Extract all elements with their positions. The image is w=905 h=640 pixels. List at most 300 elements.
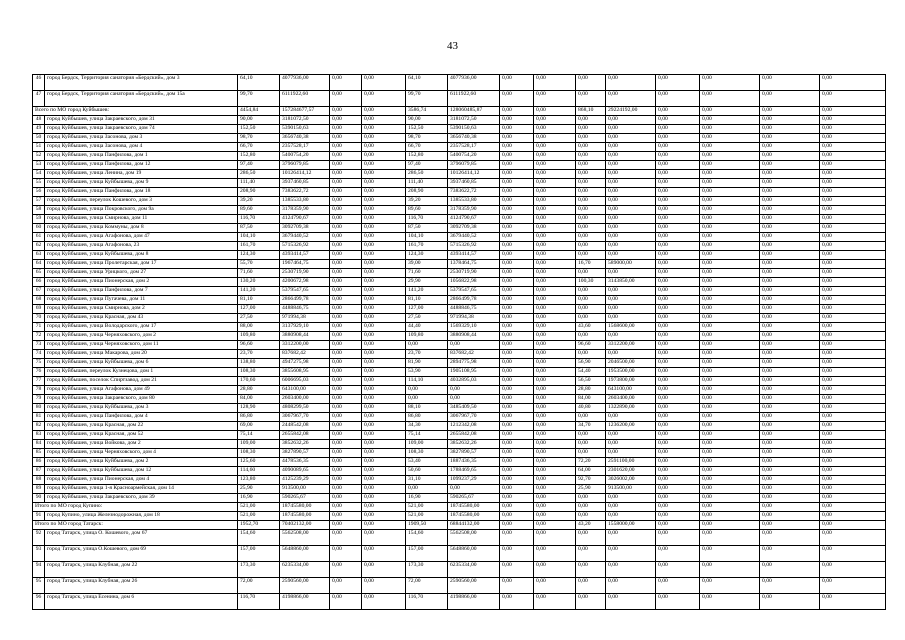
table-cell: 0,00 [700, 413, 760, 422]
address-cell: город Куйбышев, улица 1-я Красноармейская, дом 14 [45, 485, 238, 494]
table-cell: 0,00 [820, 503, 886, 512]
table-cell: 0,00 [820, 260, 886, 269]
table-cell: 0,00 [500, 242, 534, 251]
table-cell: 39,20 [406, 197, 448, 206]
address-cell: город Куйбышев, улица Куйбышева, дом 9 [45, 179, 238, 188]
table-cell: 0,00 [820, 332, 886, 341]
table-cell: 1056822,98 [448, 278, 500, 287]
table-row [33, 242, 886, 251]
table-cell: 0,00 [576, 233, 606, 242]
address-cell: город Татарск, улица Клубная, дом 26 [45, 578, 238, 594]
table-cell: 1322890,00 [606, 404, 656, 413]
table-cell: 173,30 [238, 562, 280, 578]
table-cell: 25,90 [238, 485, 280, 494]
table-cell: 0,00 [700, 562, 760, 578]
table-cell: 0,00 [500, 521, 534, 530]
table-cell: 1973800,00 [606, 377, 656, 386]
table-cell: 0,00 [820, 206, 886, 215]
table-cell: 0,00 [700, 332, 760, 341]
table-row [33, 188, 886, 197]
table-cell: 0,00 [820, 359, 886, 368]
table-cell: 3181072,50 [280, 116, 330, 125]
row-number: 58 [33, 206, 45, 215]
table-cell: 0,00 [534, 323, 576, 332]
table-cell: 0,00 [820, 215, 886, 224]
table-cell: 0,00 [656, 224, 700, 233]
table-cell: 0,00 [760, 494, 820, 503]
row-number: 47 [33, 91, 45, 107]
table-cell: 5400754,20 [448, 152, 500, 161]
table-cell: 161,70 [406, 242, 448, 251]
table-cell: 92,70 [576, 476, 606, 485]
table-cell: 0,00 [362, 413, 406, 422]
table-cell: 0,00 [330, 269, 362, 278]
table-cell: 66,70 [238, 143, 280, 152]
table-cell: 0,00 [534, 260, 576, 269]
table-cell: 0,00 [656, 521, 700, 530]
table-cell: 0,00 [606, 242, 656, 251]
table-cell: 6111922,60 [448, 91, 500, 107]
table-cell: 0,00 [700, 233, 760, 242]
row-number: 59 [33, 215, 45, 224]
table-cell: 0,00 [656, 578, 700, 594]
table-cell: 0,00 [500, 134, 534, 143]
table-cell: 0,00 [330, 233, 362, 242]
table-cell: 0,00 [760, 341, 820, 350]
table-cell: 0,00 [406, 395, 448, 404]
table-cell: 0,00 [576, 449, 606, 458]
row-number: 73 [33, 341, 45, 350]
table-cell: 0,00 [606, 206, 656, 215]
table-cell: 0,00 [330, 323, 362, 332]
table-row [33, 359, 886, 368]
table-cell: 0,00 [820, 546, 886, 562]
table-cell: 43,20 [576, 521, 606, 530]
table-cell: 6006695,03 [280, 377, 330, 386]
table-cell: 0,00 [606, 440, 656, 449]
table-cell: 0,00 [576, 161, 606, 170]
table-cell: 0,00 [500, 314, 534, 323]
table-cell: 0,00 [656, 296, 700, 305]
table-cell: 0,00 [576, 350, 606, 359]
table-cell: 0,00 [500, 359, 534, 368]
table-cell: 0,00 [700, 422, 760, 431]
table-cell: 0,00 [362, 476, 406, 485]
table-cell: 0,00 [576, 332, 606, 341]
table-cell: 1099237,29 [448, 476, 500, 485]
table-cell: 0,00 [500, 458, 534, 467]
table-cell: 0,00 [700, 350, 760, 359]
table-cell: 0,00 [362, 215, 406, 224]
table-row [33, 170, 886, 179]
table-cell: 0,00 [330, 188, 362, 197]
table-cell: 0,00 [362, 332, 406, 341]
table-cell: 0,00 [656, 467, 700, 476]
table-cell: 0,00 [656, 260, 700, 269]
table-cell: 0,00 [656, 107, 700, 116]
table-cell: 71,60 [238, 269, 280, 278]
table-cell: 0,00 [576, 134, 606, 143]
table-cell: 97,40 [406, 161, 448, 170]
table-cell: 0,00 [760, 458, 820, 467]
table-cell: 3178359,90 [448, 206, 500, 215]
table-cell: 0,00 [760, 578, 820, 594]
row-number: 75 [33, 359, 45, 368]
table-cell: 0,00 [362, 107, 406, 116]
table-row [33, 233, 886, 242]
table-cell: 3181072,50 [448, 116, 500, 125]
table-cell: 0,00 [820, 314, 886, 323]
table-cell: 0,00 [700, 440, 760, 449]
table-cell: 114,60 [238, 467, 280, 476]
address-cell: город Куйбышев, переулок Кошевого, дом 3 [45, 197, 238, 206]
address-cell: город Куйбышев, улица Черняховского, дом 11 [45, 341, 238, 350]
table-cell: 56,50 [576, 377, 606, 386]
table-cell: 589000,00 [606, 260, 656, 269]
table-cell: 72,00 [238, 578, 280, 594]
table-cell: 0,00 [760, 332, 820, 341]
table-cell: 0,00 [576, 251, 606, 260]
table-cell: 0,00 [820, 521, 886, 530]
table-cell: 3026002,00 [606, 476, 656, 485]
table-cell: 4198866,00 [448, 594, 500, 610]
row-number: 49 [33, 125, 45, 134]
address-cell: город Куйбышев, улица Пионерская, дом 2 [45, 278, 238, 287]
table-cell: 2655842,08 [448, 431, 500, 440]
table-row [33, 422, 886, 431]
table-cell: 0,00 [330, 224, 362, 233]
table-cell: 0,00 [700, 467, 760, 476]
table-cell: 0,00 [576, 143, 606, 152]
table-cell: 0,00 [700, 91, 760, 107]
row-number: 87 [33, 467, 45, 476]
table-cell: 0,00 [820, 530, 886, 546]
table-cell: 0,00 [362, 503, 406, 512]
table-cell: 0,00 [534, 197, 576, 206]
table-cell: 0,00 [576, 206, 606, 215]
row-number: 52 [33, 152, 45, 161]
table-cell: 0,00 [576, 116, 606, 125]
table-cell: 0,00 [760, 359, 820, 368]
table-cell: 0,00 [362, 197, 406, 206]
table-cell: 3937460,85 [448, 179, 500, 188]
table-cell: 0,00 [760, 422, 820, 431]
table-cell: 0,00 [534, 143, 576, 152]
table-cell: 0,00 [656, 458, 700, 467]
table-row [33, 332, 886, 341]
table-cell: 0,00 [760, 350, 820, 359]
row-number: 70 [33, 314, 45, 323]
table-cell: 0,00 [700, 395, 760, 404]
table-cell: 0,00 [330, 287, 362, 296]
table-cell: 90,00 [406, 116, 448, 125]
table-cell: 0,00 [760, 224, 820, 233]
address-cell: город Куйбышев, улица Агафонова, 23 [45, 242, 238, 251]
table-cell: 43,60 [576, 323, 606, 332]
row-number: 65 [33, 269, 45, 278]
row-number: 88 [33, 476, 45, 485]
table-cell: 34,30 [406, 422, 448, 431]
table-cell: 0,00 [700, 125, 760, 134]
table-cell: 0,00 [656, 503, 700, 512]
table-row [33, 251, 886, 260]
table-cell: 913500,00 [280, 485, 330, 494]
table-cell: 0,00 [500, 512, 534, 521]
table-cell: 0,00 [500, 413, 534, 422]
table-cell: 0,00 [534, 377, 576, 386]
row-number: 72 [33, 332, 45, 341]
address-cell: город Куйбышев, улица Черняховского, дом 2 [45, 332, 238, 341]
table-cell: 0,00 [362, 530, 406, 546]
table-cell: 0,00 [534, 341, 576, 350]
table-cell: 0,00 [534, 161, 576, 170]
table-row [33, 440, 886, 449]
table-cell: 0,00 [500, 449, 534, 458]
table-cell: 0,00 [330, 332, 362, 341]
table-cell: 286,50 [406, 170, 448, 179]
table-cell: 0,00 [534, 242, 576, 251]
table-row [33, 296, 886, 305]
table-cell: 0,00 [820, 278, 886, 287]
table-cell: 0,00 [656, 125, 700, 134]
table-cell: 0,00 [500, 251, 534, 260]
table-cell: 84,00 [576, 395, 606, 404]
table-cell: 0,00 [820, 75, 886, 91]
table-cell: 3880908,44 [448, 332, 500, 341]
table-cell: 0,00 [576, 269, 606, 278]
table-cell: 10126414,12 [448, 170, 500, 179]
table-cell: 0,00 [820, 404, 886, 413]
table-cell: 0,00 [534, 404, 576, 413]
table-cell: 98,70 [406, 134, 448, 143]
table-cell: 23,70 [406, 350, 448, 359]
table-cell: 127,00 [238, 305, 280, 314]
table-cell: 130,20 [238, 278, 280, 287]
table-cell: 3937460,85 [280, 179, 330, 188]
table-cell: 3178359,90 [280, 206, 330, 215]
table-cell: 0,00 [576, 546, 606, 562]
table-cell: 0,00 [362, 287, 406, 296]
table-row [33, 215, 886, 224]
table-cell: 87,50 [406, 224, 448, 233]
table-cell: 0,00 [760, 161, 820, 170]
row-number: 51 [33, 143, 45, 152]
table-cell: 0,00 [406, 341, 448, 350]
table-cell: 0,00 [448, 395, 500, 404]
table-cell: 0,00 [760, 278, 820, 287]
table-cell: 31,10 [406, 476, 448, 485]
table-cell: 0,00 [700, 431, 760, 440]
table-cell: 0,00 [576, 91, 606, 107]
table-cell: 0,00 [700, 323, 760, 332]
table-cell: 0,00 [656, 332, 700, 341]
table-cell: 6111922,60 [280, 91, 330, 107]
table-cell: 0,00 [700, 594, 760, 610]
table-cell: 2655842,08 [280, 431, 330, 440]
table-cell: 0,00 [760, 413, 820, 422]
address-cell: город Куйбышев, улица Панфилова, дом 12 [45, 161, 238, 170]
table-cell: 7383622,72 [280, 188, 330, 197]
table-cell: 86,80 [238, 413, 280, 422]
table-cell: 5390150,63 [280, 125, 330, 134]
table-cell: 68844132,00 [448, 521, 500, 530]
table-cell: 0,00 [330, 125, 362, 134]
table-cell: 0,00 [534, 368, 576, 377]
table-cell: 4393414,57 [448, 251, 500, 260]
table-cell: 0,00 [500, 494, 534, 503]
table-cell: 0,00 [330, 134, 362, 143]
table-cell: 0,00 [534, 521, 576, 530]
table-cell: 0,00 [760, 134, 820, 143]
table-cell: 0,00 [820, 197, 886, 206]
table-cell: 157284677,57 [280, 107, 330, 116]
table-cell: 18745580,00 [448, 503, 500, 512]
table-cell: 124,30 [238, 251, 280, 260]
table-cell: 0,00 [500, 503, 534, 512]
table-row [33, 75, 886, 91]
table-row [33, 404, 886, 413]
table-cell: 0,00 [500, 305, 534, 314]
table-cell: 6235334,00 [448, 562, 500, 578]
address-cell: город Бердск, Территория санатория «Бердский», дом 3 [45, 75, 238, 91]
table-cell: 4077936,00 [448, 75, 500, 91]
table-cell: 0,00 [700, 278, 760, 287]
table-cell: 0,00 [760, 287, 820, 296]
table-cell: 0,00 [534, 75, 576, 91]
table-cell: 0,00 [820, 377, 886, 386]
address-cell: город Куйбышев, улица Панфилова, дом 4 [45, 413, 238, 422]
table-cell: 0,00 [534, 287, 576, 296]
table-cell: 5715326,92 [448, 242, 500, 251]
table-cell: 0,00 [534, 431, 576, 440]
table-cell: 2301620,00 [606, 467, 656, 476]
table-cell: 0,00 [760, 594, 820, 610]
table-row [33, 341, 886, 350]
table-cell: 0,00 [820, 341, 886, 350]
table-cell: 0,00 [700, 521, 760, 530]
table-cell: 0,00 [576, 431, 606, 440]
table-cell: 1887436,35 [448, 458, 500, 467]
table-cell: 152,50 [238, 125, 280, 134]
table-cell: 0,00 [534, 578, 576, 594]
table-cell: 0,00 [330, 179, 362, 188]
row-number: 90 [33, 494, 45, 503]
row-number: 57 [33, 197, 45, 206]
table-cell: 0,00 [330, 278, 362, 287]
table-row [33, 395, 886, 404]
row-number: 80 [33, 404, 45, 413]
table-cell: 868,10 [576, 107, 606, 116]
address-cell: город Куйбышев, улица Засонова, дом 4 [45, 143, 238, 152]
table-cell: 0,00 [656, 170, 700, 179]
table-cell: 0,00 [448, 485, 500, 494]
table-cell: 53,90 [406, 368, 448, 377]
table-cell: 0,00 [330, 152, 362, 161]
table-cell: 0,00 [606, 170, 656, 179]
table-cell: 39,00 [406, 260, 448, 269]
table-cell: 0,00 [330, 431, 362, 440]
table-cell: 0,00 [330, 116, 362, 125]
table-cell: 590265,67 [280, 494, 330, 503]
table-cell: 0,00 [362, 341, 406, 350]
table-row [33, 413, 886, 422]
table-cell: 0,00 [534, 125, 576, 134]
row-number: 84 [33, 440, 45, 449]
table-cell: 81,90 [406, 359, 448, 368]
table-cell: 16,70 [576, 260, 606, 269]
table-cell: 0,00 [362, 485, 406, 494]
table-cell: 39,20 [238, 197, 280, 206]
table-cell: 0,00 [656, 215, 700, 224]
table-cell: 0,00 [576, 152, 606, 161]
table-cell: 0,00 [500, 296, 534, 305]
row-number: 60 [33, 224, 45, 233]
table-cell: 521,00 [406, 512, 448, 521]
table-cell: 208,90 [406, 188, 448, 197]
table-cell: 0,00 [362, 152, 406, 161]
table-cell: 0,00 [500, 431, 534, 440]
table-cell: 0,00 [362, 512, 406, 521]
address-cell: город Куйбышев, улица Пролетарская, дом 17 [45, 260, 238, 269]
row-number: 48 [33, 116, 45, 125]
table-cell: 2530719,90 [448, 269, 500, 278]
table-cell: 0,00 [330, 215, 362, 224]
table-row [33, 260, 886, 269]
row-number: 85 [33, 449, 45, 458]
table-cell: 0,00 [606, 233, 656, 242]
table-cell: 0,00 [330, 107, 362, 116]
table-cell: 0,00 [700, 197, 760, 206]
table-cell: 100,30 [576, 278, 606, 287]
table-cell: 0,00 [534, 440, 576, 449]
table-cell: 0,00 [760, 467, 820, 476]
table-cell: 0,00 [820, 422, 886, 431]
table-cell: 0,00 [534, 413, 576, 422]
table-cell: 0,00 [534, 233, 576, 242]
table-cell: 0,00 [760, 377, 820, 386]
row-number: 77 [33, 377, 45, 386]
table-cell: 0,00 [576, 197, 606, 206]
table-cell: 3092709,38 [448, 224, 500, 233]
table-cell: 0,00 [534, 215, 576, 224]
table-cell: 0,00 [760, 314, 820, 323]
table-cell: 0,00 [606, 152, 656, 161]
row-number: 67 [33, 287, 45, 296]
table-cell: 64,00 [576, 467, 606, 476]
table-cell: 10126414,12 [280, 170, 330, 179]
table-cell: 0,00 [700, 107, 760, 116]
table-cell: 0,00 [534, 458, 576, 467]
table-cell: 0,00 [606, 143, 656, 152]
address-cell: город Куйбышев, улица Агафонова, дом 47 [45, 233, 238, 242]
table-cell: 0,00 [820, 152, 886, 161]
table-cell: 72,20 [576, 458, 606, 467]
table-cell: 0,00 [656, 512, 700, 521]
table-cell: 50,60 [406, 467, 448, 476]
table-cell: 0,00 [606, 116, 656, 125]
table-cell: 0,00 [500, 546, 534, 562]
table-cell: 0,00 [606, 75, 656, 91]
table-cell: 90,00 [238, 116, 280, 125]
table-cell: 0,00 [606, 287, 656, 296]
table-cell: 2894775,98 [448, 359, 500, 368]
table-cell: 0,00 [330, 413, 362, 422]
table-cell: 0,00 [576, 75, 606, 91]
table-cell: 0,00 [760, 395, 820, 404]
table-cell: 0,00 [760, 116, 820, 125]
table-cell: 3855608,95 [280, 368, 330, 377]
table-cell: 0,00 [760, 546, 820, 562]
